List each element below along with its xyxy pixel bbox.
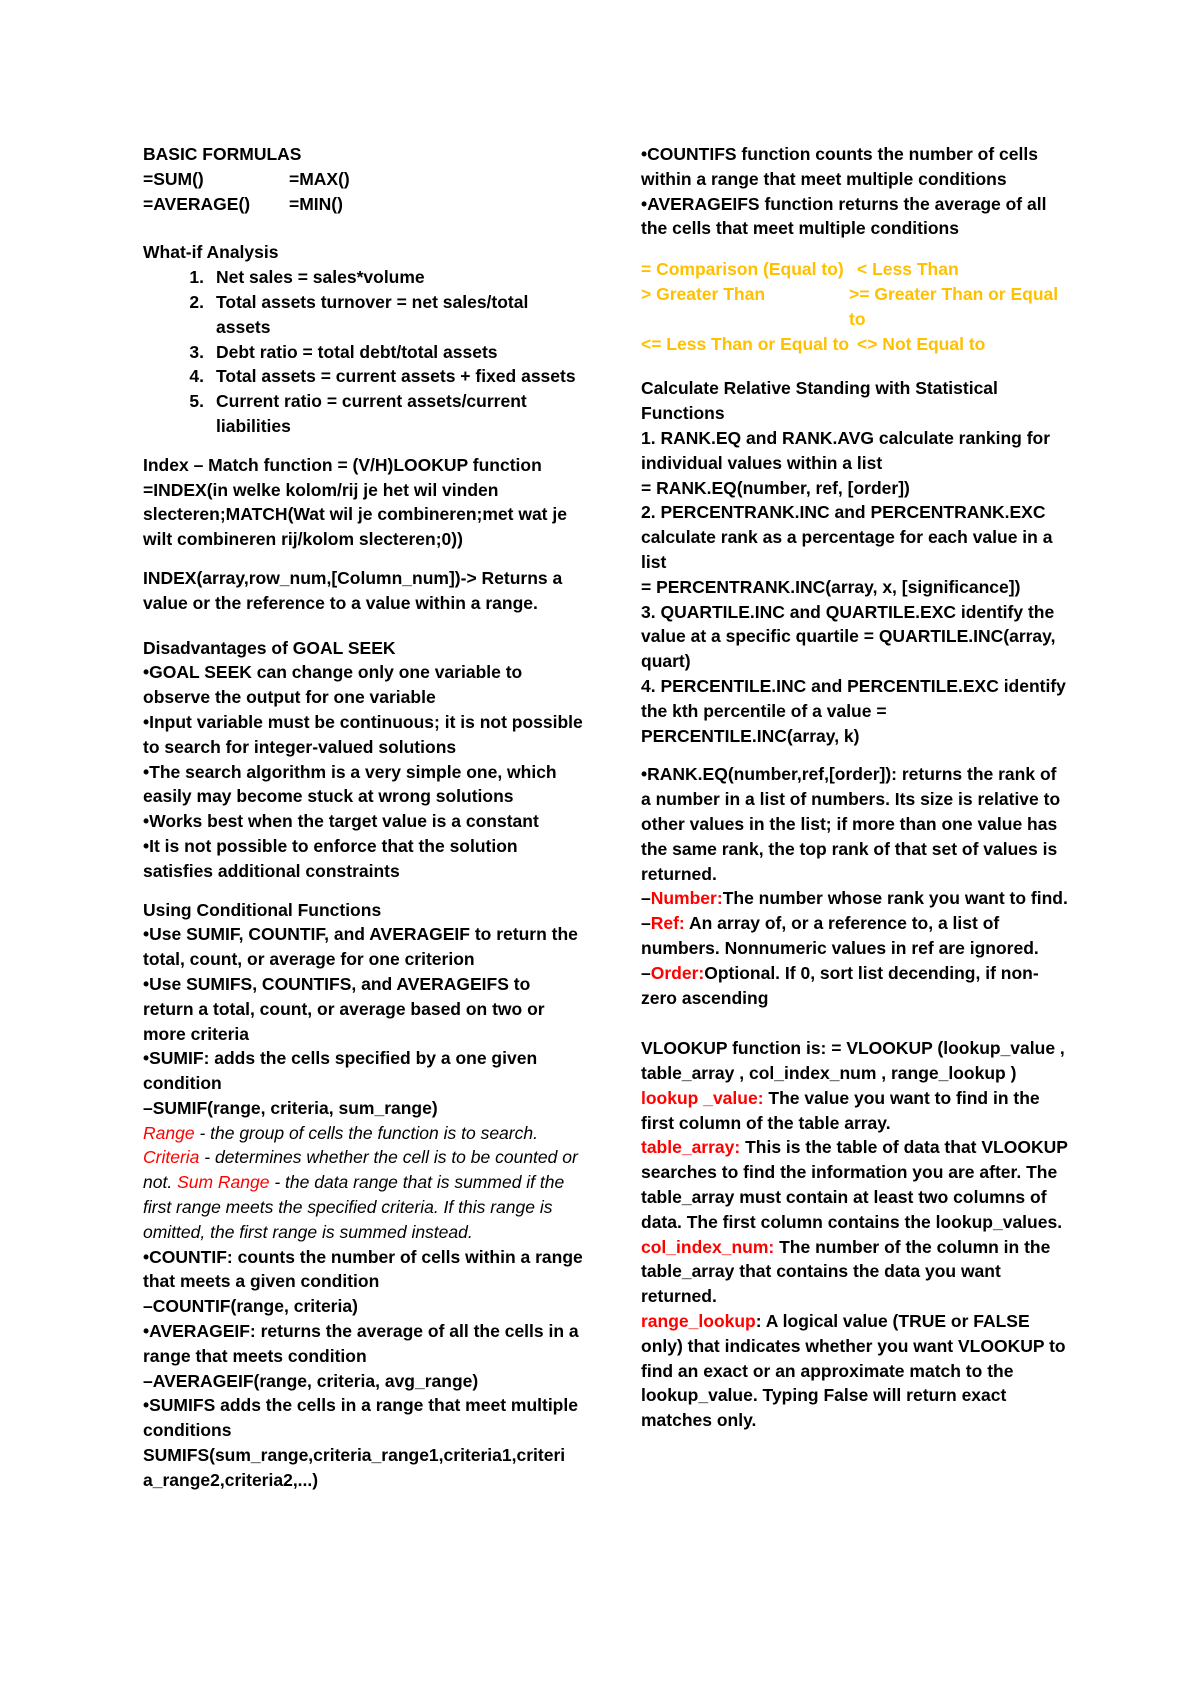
- order-label: Order:: [650, 962, 705, 983]
- sumifs-syntax: SUMIFS(sum_range,criteria_range1,criteria1,criteri a_range2,criteria2,...): [143, 1445, 566, 1490]
- statistical-item: 2. PERCENTRANK.INC and PERCENTRANK.EXC calculate rank as a percentage for each value in a list: [641, 502, 1053, 572]
- rank-definition: •RANK.EQ(number,ref,[order]): returns the rank of a number in a list of numbers. Its size is relative to other values in the list; if more than one value has the same rank, the top rank of that set of values is returned.: [641, 764, 1061, 884]
- sumif-syntax: –SUMIF(range, criteria, sum_range): [143, 1097, 438, 1118]
- operator-not-equal: <> Not Equal to: [857, 333, 986, 354]
- averageif-syntax: –AVERAGEIF(range, criteria, avg_range): [143, 1370, 479, 1391]
- range-text: - the group of cells the function is to search.: [194, 1122, 538, 1143]
- goal-seek-item: •The search algorithm is a very simple one, which easily may become stuck at wrong solutions: [143, 761, 557, 807]
- sumif-description: •SUMIF: adds the cells specified by a one given condition: [143, 1048, 538, 1094]
- statistical-item: 4. PERCENTILE.INC and PERCENTILE.EXC identify the kth percentile of a value = PERCENTILE.INC(array, k): [641, 675, 1066, 746]
- lookup-value-label: lookup _value:: [641, 1087, 764, 1108]
- list-item: [143, 340, 583, 365]
- number-argument: [641, 886, 1071, 911]
- table-array-argument: [641, 1135, 1071, 1234]
- ref-argument: [641, 911, 1071, 961]
- conditional-item: •Use SUMIF, COUNTIF, and AVERAGEIF to return the total, count, or average for one criterion: [143, 924, 578, 970]
- countif-syntax: –COUNTIF(range, criteria): [143, 1296, 358, 1317]
- sum-formula: =SUM(): [143, 168, 204, 189]
- countifs-description: •COUNTIFS function counts the number of cells within a range that meet multiple conditions: [641, 144, 1038, 189]
- operator-equal: = Comparison (Equal to): [641, 259, 844, 280]
- operator-greater-than: > Greater Than: [641, 283, 766, 304]
- index-definition: INDEX(array,row_num,[Column_num])-> Returns a value or the reference to a value within a range.: [143, 567, 563, 613]
- statistical-formula: = PERCENTRANK.INC(array, x, [significance]): [641, 576, 1021, 597]
- averageif-description: •AVERAGEIF: returns the average of all the cells in a range that meets condition: [143, 1321, 579, 1366]
- operator-greater-equal: >= Greater Than or Equal to: [849, 283, 1059, 329]
- sum-range-label: Sum Range: [177, 1172, 270, 1193]
- averageifs-description: •AVERAGEIFS function returns the average of all the cells that meet multiple conditions: [641, 193, 1047, 239]
- list-text: Net sales = sales*volume: [216, 267, 425, 288]
- table-array-text: This is the table of data that VLOOKUP searches to find the information you are after. The table_array must contain at least two columns of data. The first column contains the lookup_values.: [641, 1137, 1068, 1232]
- number-text: The number whose rank you want to find.: [722, 888, 1068, 909]
- list-item: [143, 290, 583, 340]
- lookup-value-text: The value you want to find in the first column of the table array.: [641, 1087, 1040, 1133]
- range-lookup-text: : A logical value (TRUE or FALSE only) that indicates whether you want VLOOKUP to find an exact or an approximate match to the lookup_value. Typing False will return exact matches only.: [641, 1311, 1066, 1431]
- dash: –: [641, 962, 651, 983]
- index-match-heading: Index – Match function = (V/H)LOOKUP function: [143, 454, 542, 475]
- dash: –: [641, 888, 651, 909]
- sumif-arguments: [143, 1121, 583, 1245]
- operator-row: [641, 257, 1071, 282]
- right-column: [641, 142, 1071, 1433]
- range-label: Range: [143, 1122, 195, 1143]
- left-column: [143, 142, 583, 1493]
- col-index-num-text: The number of the column in the table_array that contains the data you want returned.: [641, 1236, 1051, 1307]
- operator-less-equal: <= Less Than or Equal to: [641, 333, 850, 354]
- order-text: Optional. If 0, sort list decending, if non-zero ascending: [641, 962, 1039, 1008]
- criteria-text: - determines whether the cell is to be counted or not.: [143, 1147, 578, 1193]
- goal-seek-item: •It is not possible to enforce that the solution satisfies additional constraints: [143, 835, 518, 881]
- index-match-formula: =INDEX(in welke kolom/rij je het wil vinden slecteren;MATCH(Wat wil je combineren;met wat je wilt combineren rij/kolom slecteren;0)): [143, 479, 567, 550]
- min-formula: =MIN(): [289, 193, 343, 214]
- basic-formulas-row-1: [143, 167, 583, 192]
- operator-row: [641, 282, 1071, 332]
- basic-formulas-heading: BASIC FORMULAS: [143, 144, 302, 164]
- dash: –: [641, 913, 651, 934]
- order-argument: [641, 961, 1071, 1011]
- list-item: [143, 389, 583, 439]
- comparison-operators: [641, 257, 1071, 356]
- list-item: [143, 265, 583, 290]
- goal-seek-item: •GOAL SEEK can change only one variable to observe the output for one variable: [143, 662, 523, 708]
- conditional-heading: Using Conditional Functions: [143, 899, 382, 920]
- statistical-formula: = RANK.EQ(number, ref, [order]): [641, 477, 910, 498]
- range-lookup-argument: [641, 1309, 1071, 1433]
- whatif-list: [143, 265, 583, 439]
- table-array-label: table_array:: [641, 1137, 741, 1158]
- vlookup-definition: VLOOKUP function is: = VLOOKUP (lookup_value , table_array , col_index_num , range_lookup ): [641, 1038, 1065, 1084]
- number-label: Number:: [650, 888, 723, 909]
- range-lookup-label: range_lookup: [641, 1311, 756, 1332]
- ref-label: Ref:: [650, 913, 685, 934]
- sum-range-text: - the data range that is summed if the first range meets the specified criteria. If this range is omitted, the first range is summed instead.: [143, 1172, 565, 1242]
- list-number: 3.: [189, 341, 204, 362]
- operator-less-than: < Less Than: [857, 259, 959, 280]
- list-text: Total assets = current assets + fixed assets: [216, 366, 576, 387]
- list-text: Total assets turnover = net sales/total assets: [216, 291, 529, 337]
- countif-description: •COUNTIF: counts the number of cells within a range that meets a given condition: [143, 1246, 583, 1292]
- col-index-num-label: col_index_num:: [641, 1236, 775, 1257]
- operator-row: [641, 332, 1071, 357]
- list-text: Current ratio = current assets/current liabilities: [216, 391, 527, 436]
- goal-seek-item: •Input variable must be continuous; it is not possible to search for integer-valued solutions: [143, 711, 583, 757]
- list-number: 4.: [189, 366, 204, 387]
- list-number: 2.: [189, 291, 204, 312]
- goal-seek-item: •Works best when the target value is a constant: [143, 811, 539, 832]
- list-number: 5.: [189, 391, 204, 412]
- basic-formulas-row-2: [143, 192, 583, 217]
- lookup-value-argument: [641, 1086, 1071, 1136]
- goal-seek-heading: Disadvantages of GOAL SEEK: [143, 637, 396, 658]
- list-text: Debt ratio = total debt/total assets: [216, 341, 498, 362]
- whatif-heading: What-if Analysis: [143, 242, 279, 263]
- list-number: 1.: [189, 267, 204, 288]
- conditional-item: •Use SUMIFS, COUNTIFS, and AVERAGEIFS to return a total, count, or average based on two or more criteria: [143, 973, 545, 1044]
- col-index-num-argument: [641, 1235, 1071, 1309]
- ref-text: An array of, or a reference to, a list of numbers. Nonnumeric values in ref are ignored.: [641, 913, 1039, 958]
- criteria-label: Criteria: [143, 1147, 200, 1168]
- statistical-item: 3. QUARTILE.INC and QUARTILE.EXC identify the value at a specific quartile = QUARTILE.INC(array, quart): [641, 601, 1056, 672]
- statistical-heading: Calculate Relative Standing with Statistical Functions: [641, 378, 998, 424]
- max-formula: =MAX(): [289, 168, 350, 189]
- sumifs-description: •SUMIFS adds the cells in a range that meet multiple conditions: [143, 1395, 578, 1441]
- statistical-item: 1. RANK.EQ and RANK.AVG calculate ranking for individual values within a list: [641, 427, 1051, 473]
- average-formula: =AVERAGE(): [143, 193, 251, 214]
- list-item: [143, 364, 583, 389]
